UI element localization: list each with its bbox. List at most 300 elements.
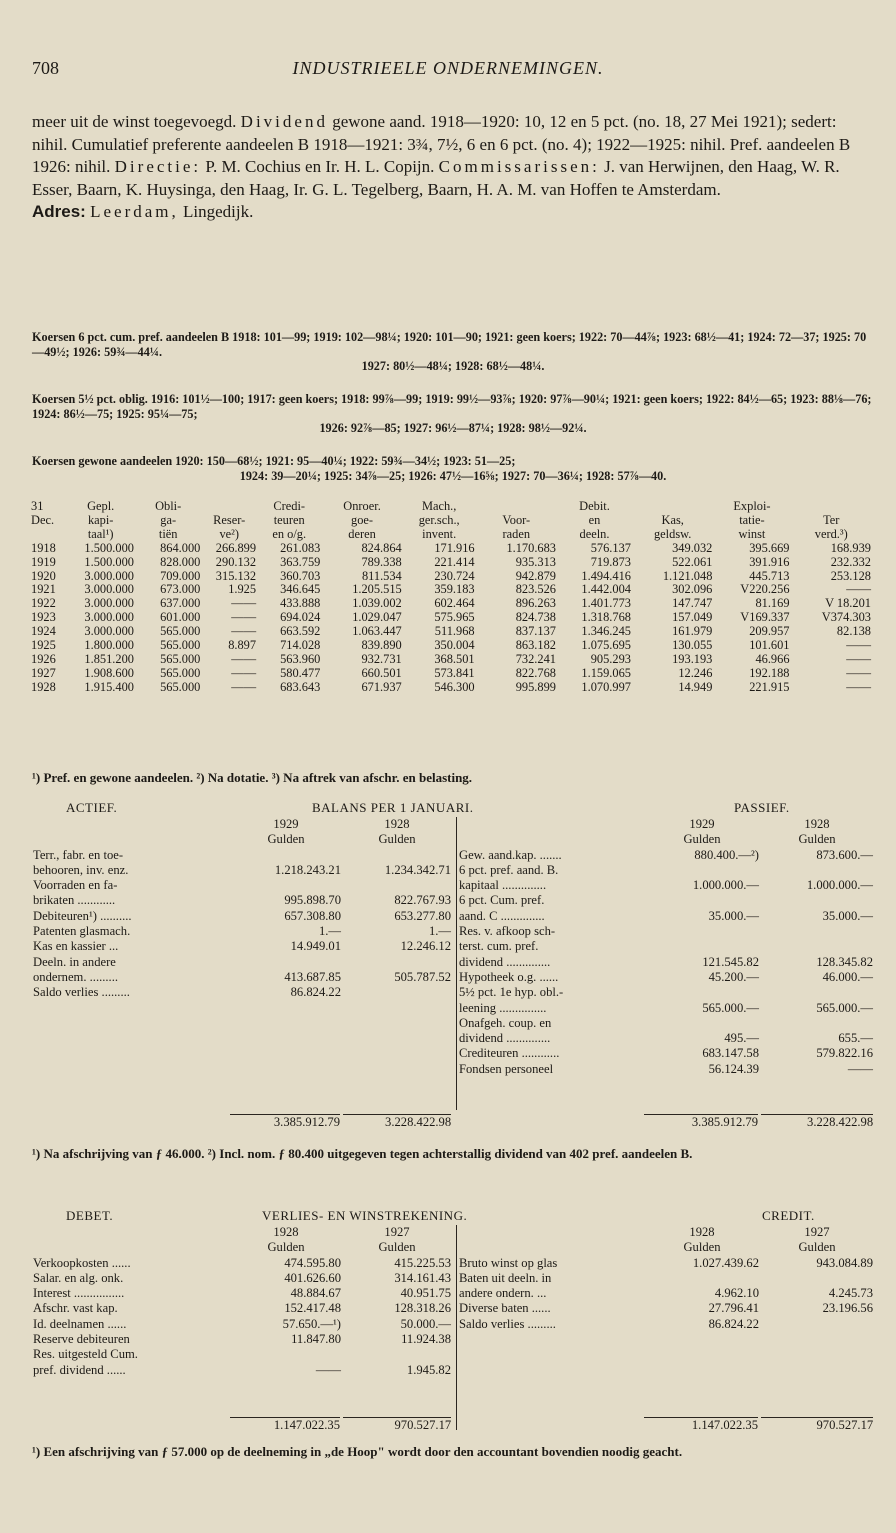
item-label: 6 pct. pref. aand. B.	[459, 862, 559, 877]
amount-cell: 12.246.12	[400, 939, 451, 954]
value-cell: 161.979	[672, 625, 713, 639]
year-cell: 1918	[31, 541, 56, 555]
actief-total-1929: 3.385.912.79	[230, 1114, 340, 1130]
ledger-row	[458, 1317, 874, 1332]
currency-header: Gulden	[378, 832, 416, 847]
ledger-row	[458, 1016, 874, 1031]
balance-footnote: ¹) Na afschrijving van ƒ 46.000. ²) Incl. nom. ƒ 80.400 uitgegeven tegen achterstallig dividend van 402 pref. aandeelen B.	[32, 1146, 693, 1161]
ledger-row	[458, 1062, 874, 1077]
item-label: dividend ..............	[459, 954, 551, 969]
value-cell: 157.049	[672, 611, 713, 625]
column-header: winst	[738, 527, 766, 541]
value-cell: 563.960	[280, 652, 321, 666]
amount-cell	[644, 939, 760, 954]
currency-header: Gulden	[683, 1240, 721, 1255]
passief-side	[458, 817, 874, 1077]
column-header: Exploi-	[733, 500, 771, 513]
item-label: Deeln. in andere	[33, 954, 116, 969]
spacer-cell	[32, 1240, 230, 1255]
amount-cell	[760, 1271, 874, 1286]
column-header: Debit.	[579, 500, 610, 513]
item-label: kapitaal ..............	[459, 878, 547, 893]
item-label: Gew. aand.kap. .......	[459, 847, 562, 862]
amount-cell: 415.225.53	[394, 1255, 451, 1270]
year-header-row	[32, 1225, 452, 1240]
value-cell: 3.000.000	[84, 611, 134, 625]
amount-cell: 48.884.67	[290, 1286, 341, 1301]
ledger-row	[32, 1256, 452, 1271]
amount-cell	[760, 863, 874, 878]
value-cell: 823.526	[515, 583, 556, 597]
company-description	[32, 111, 874, 224]
value-cell: ——	[231, 611, 257, 625]
profit-loss-account	[32, 1208, 874, 1440]
year-header-row	[32, 817, 452, 832]
ledger-row	[458, 909, 874, 924]
ledger-row	[32, 878, 452, 893]
item-label: Saldo verlies .........	[459, 1316, 556, 1331]
value-cell: 824.738	[515, 611, 556, 625]
value-cell: 576.137	[590, 541, 631, 555]
actief-total-1928: 3.228.422.98	[343, 1114, 451, 1130]
value-cell: 3.000.000	[84, 569, 134, 583]
spacer-cell	[32, 817, 230, 832]
item-label: Diverse baten ......	[459, 1301, 551, 1316]
amount-cell: 56.124.39	[708, 1061, 759, 1076]
amount-cell: 880.400.—²)	[694, 847, 759, 862]
amount-cell: 683.147.58	[702, 1046, 759, 1061]
year-header-row	[458, 817, 874, 832]
ledger-row	[458, 955, 874, 970]
item-label: Saldo verlies .........	[33, 985, 130, 1000]
column-header: Gepl.	[87, 500, 115, 513]
value-cell: ——	[231, 625, 257, 639]
value-cell: 360.703	[280, 569, 321, 583]
table-row	[30, 583, 872, 597]
amount-cell: 14.949.01	[290, 939, 341, 954]
currency-header-row	[458, 1240, 874, 1255]
year-cell: 1925	[31, 639, 56, 653]
ledger-row	[32, 939, 452, 954]
value-cell: 1.851.200	[84, 652, 134, 666]
table-header-row	[30, 528, 872, 542]
value-cell: V 18.201	[825, 597, 871, 611]
column-header: Voor-	[502, 513, 531, 527]
passief-totals	[644, 1114, 874, 1130]
koersen-oblig-cont: 1926: 92⅞—85; 1927: 96½—87¼; 1928: 98½—92¼.	[319, 421, 587, 435]
ledger-row	[32, 1271, 452, 1286]
value-cell: 12.246	[678, 666, 713, 680]
value-cell: 1.121.048	[662, 569, 713, 583]
koersen-oblig	[32, 392, 874, 436]
amount-cell: 565.000.—	[816, 1000, 873, 1015]
page-number: 708	[32, 58, 59, 78]
amount-cell	[644, 1271, 760, 1286]
amount-cell: 50.000.—	[400, 1316, 451, 1331]
currency-header: Gulden	[798, 832, 836, 847]
spacer-cell	[458, 1225, 644, 1240]
column-header: Onroer.	[343, 500, 381, 513]
year-cell: 1923	[31, 611, 56, 625]
amount-cell	[230, 848, 342, 863]
amount-cell	[230, 955, 342, 970]
ledger-row	[458, 1271, 874, 1286]
page-header	[28, 58, 868, 84]
ledger-row	[32, 1332, 452, 1347]
amount-cell: 1.945.82	[406, 1362, 451, 1377]
value-cell: 602.464	[434, 597, 475, 611]
value-cell: 714.028	[280, 639, 321, 653]
koersen-gewone	[32, 454, 874, 483]
value-cell: 811.534	[361, 569, 402, 583]
spacer-cell	[458, 1240, 644, 1255]
value-cell: 1.908.600	[84, 666, 134, 680]
financial-history-table	[30, 500, 872, 695]
ledger-row	[458, 1031, 874, 1046]
year-header: 1929	[273, 817, 299, 831]
value-cell: 522.061	[672, 555, 713, 569]
amount-cell	[760, 893, 874, 908]
currency-header-row	[32, 1240, 452, 1255]
pl-footnote: ¹) Een afschrijving van ƒ 57.000 op de deelneming in „de Hoop" wordt door den accountant bovendien noodig geacht.	[32, 1444, 683, 1459]
amount-cell	[342, 1347, 452, 1362]
amount-cell: 505.787.52	[394, 969, 451, 984]
value-cell: 1.500.000	[84, 555, 134, 569]
item-label: dividend ..............	[459, 1031, 551, 1046]
ledger-row	[458, 878, 874, 893]
ledger-row	[32, 1317, 452, 1332]
ledger-row	[32, 863, 452, 878]
item-label: Verkoopkosten ......	[33, 1255, 131, 1270]
year-cell: 1927	[31, 666, 56, 680]
balance-sheet	[32, 800, 874, 1130]
year-cell: 1924	[31, 625, 56, 639]
column-header: tiën	[158, 527, 178, 541]
value-cell: 935.313	[515, 555, 556, 569]
amount-cell: 86.824.22	[290, 985, 341, 1000]
actief-totals	[230, 1114, 452, 1130]
amount-cell: 943.084.89	[816, 1255, 873, 1270]
item-label: Bruto winst op glas	[459, 1255, 558, 1270]
currency-header: Gulden	[798, 1240, 836, 1255]
currency-header-row	[458, 832, 874, 847]
ledger-row	[32, 955, 452, 970]
value-cell: ——	[846, 666, 871, 680]
value-cell: 1.925	[228, 583, 257, 597]
value-cell: 565.000	[160, 639, 201, 653]
column-header: taal¹)	[87, 527, 114, 541]
value-cell: 221.915	[749, 680, 790, 694]
value-cell: 683.643	[280, 680, 321, 694]
value-cell: 8.897	[228, 639, 257, 653]
amount-cell: 40.951.75	[400, 1286, 451, 1301]
year-header: 1928	[273, 1225, 299, 1239]
actief-side	[32, 817, 452, 1001]
item-label: Debiteuren¹) ..........	[33, 908, 132, 923]
table-row	[30, 625, 872, 639]
intro-line: meer uit de winst toegevoegd.	[32, 112, 237, 131]
passief-table	[458, 817, 874, 1077]
value-cell: 46.966	[755, 652, 790, 666]
balance-title: BALANS PER 1 JANUARI.	[312, 800, 474, 815]
item-label: Kas en kassier ...	[33, 939, 119, 954]
amount-cell: 1.—	[428, 924, 451, 939]
column-header	[476, 500, 557, 514]
value-cell: 824.864	[361, 541, 402, 555]
ledger-row	[32, 985, 452, 1000]
column-header: en	[588, 513, 601, 527]
debet-total-1927: 970.527.17	[343, 1417, 451, 1433]
value-cell: 601.000	[160, 611, 201, 625]
value-cell: 1.039.002	[352, 597, 402, 611]
amount-cell: 1.000.000.—	[806, 878, 873, 893]
actief-table	[32, 817, 452, 1001]
spacer-cell	[458, 817, 644, 832]
commissarissen-label: Commissarissen:	[438, 157, 600, 176]
debet-side	[32, 1225, 452, 1378]
year-header: 1927	[804, 1225, 830, 1239]
amount-cell: 35.000.—	[708, 908, 759, 923]
item-label: Terr., fabr. en toe-	[33, 847, 124, 862]
value-cell: 82.138	[836, 625, 871, 639]
passief-total-1929: 3.385.912.79	[644, 1114, 758, 1130]
year-cell: 1920	[31, 569, 56, 583]
value-cell: V169.337	[740, 611, 790, 625]
column-header	[632, 500, 713, 514]
item-label: 6 pct. Cum. pref.	[459, 893, 545, 908]
value-cell: 192.188	[749, 666, 790, 680]
column-header	[791, 500, 872, 514]
ledger-row	[32, 1286, 452, 1301]
amount-cell: 128.345.82	[816, 954, 873, 969]
item-label: aand. C ..............	[459, 908, 545, 923]
value-cell: 346.645	[280, 583, 321, 597]
value-cell: 663.592	[280, 625, 321, 639]
item-label: Id. deelnamen ......	[33, 1316, 127, 1331]
value-cell: 709.000	[160, 569, 201, 583]
value-cell: ——	[231, 666, 257, 680]
item-label: Reserve debiteuren	[33, 1332, 130, 1347]
column-header: deeln.	[579, 527, 610, 541]
amount-cell: 474.595.80	[284, 1255, 341, 1270]
value-cell: 1.401.773	[581, 597, 631, 611]
item-label: 5½ pct. 1e hyp. obl.-	[459, 985, 564, 1000]
column-header	[201, 500, 257, 514]
currency-header-row	[32, 832, 452, 847]
item-label: ondernem. .........	[33, 969, 118, 984]
value-cell: ——	[231, 680, 257, 694]
amount-cell: 657.308.80	[284, 908, 341, 923]
ledger-row	[458, 1301, 874, 1316]
year-header: 1927	[384, 1225, 410, 1239]
amount-cell: 579.822.16	[816, 1046, 873, 1061]
column-divider	[456, 817, 457, 1110]
amount-cell	[644, 863, 760, 878]
amount-cell: 1.—	[318, 924, 341, 939]
value-cell: 1.029.047	[352, 611, 402, 625]
spacer-cell	[32, 832, 230, 847]
ledger-row	[458, 893, 874, 908]
amount-cell: 45.200.—	[708, 969, 759, 984]
value-cell: ——	[846, 639, 871, 653]
value-cell: 1.159.065	[581, 666, 631, 680]
koersen-gewone-cont: 1924: 39—20¼; 1925: 34⅞—25; 1926: 47½—16⅝; 1927: 70—36¼; 1928: 57⅞—40.	[239, 468, 667, 483]
amount-cell: 1.234.342.71	[384, 862, 451, 877]
value-cell: 1.318.768	[581, 611, 631, 625]
koersen-pref	[32, 330, 874, 374]
amount-cell: 23.196.56	[822, 1301, 873, 1316]
value-cell: 302.096	[672, 583, 713, 597]
amount-cell: 11.924.38	[401, 1332, 451, 1347]
value-cell: 511.968	[434, 625, 475, 639]
amount-cell	[644, 985, 760, 1000]
value-cell: 171.916	[434, 541, 475, 555]
value-cell: 1.170.683	[506, 541, 556, 555]
amount-cell: 653.277.80	[394, 908, 451, 923]
year-cell: 1922	[31, 597, 56, 611]
debet-table	[32, 1225, 452, 1378]
amount-cell	[230, 878, 342, 893]
column-header: ga-	[160, 513, 177, 527]
value-cell: 221.414	[434, 555, 475, 569]
currency-header: Gulden	[267, 832, 305, 847]
value-cell: 1.205.515	[352, 583, 402, 597]
ledger-row	[32, 970, 452, 985]
column-header: deren	[348, 527, 376, 541]
amount-cell	[644, 1016, 760, 1031]
value-cell: 363.759	[280, 555, 321, 569]
spacer-cell	[458, 832, 644, 847]
column-header: geldsw.	[653, 527, 692, 541]
year-cell: 1919	[31, 555, 56, 569]
koersen-pref-cont: 1927: 80½—48¼; 1928: 68½—48¼.	[361, 359, 545, 373]
ledger-row	[32, 924, 452, 939]
table-header-row	[30, 514, 872, 528]
column-header: raden	[502, 527, 531, 541]
amount-cell: 57.650.—¹)	[282, 1316, 341, 1331]
value-cell: 732.241	[515, 652, 556, 666]
pl-title: VERLIES- EN WINSTREKENING.	[262, 1208, 468, 1223]
value-cell: 391.916	[749, 555, 790, 569]
value-cell: 719.873	[590, 555, 631, 569]
column-header: Kas,	[661, 513, 684, 527]
koersen-pref-text: Koersen 6 pct. cum. pref. aandeelen B 1918: 101—99; 1919: 102—98¼; 1920: 101—90; 1921: geen koers; 1922: 70—44⅞; 1923: 68½—41; 1924: 72—37; 1925: 70—49½; 1926: 59¾—44¼.	[32, 330, 867, 359]
item-label: behooren, inv. enz.	[33, 862, 129, 877]
value-cell: ——	[231, 597, 257, 611]
credit-total-1927: 970.527.17	[761, 1417, 873, 1433]
credit-total-1928: 1.147.022.35	[644, 1417, 758, 1433]
koersen-gewone-text: Koersen gewone aandeelen 1920: 150—68½; 1921: 95—40¼; 1922: 59¾—34½; 1923: 51—25;	[32, 454, 516, 468]
amount-cell	[644, 893, 760, 908]
value-cell: 837.137	[515, 625, 556, 639]
item-label: Patenten glasmach.	[33, 924, 131, 939]
value-cell: 905.293	[590, 652, 631, 666]
item-label: leening ...............	[459, 1000, 547, 1015]
ledger-row	[32, 909, 452, 924]
year-cell: 1921	[31, 583, 56, 597]
amount-cell	[342, 985, 452, 1000]
year-header: 1929	[689, 817, 715, 831]
table-row	[30, 639, 872, 653]
adres-label: Adres:	[32, 202, 86, 221]
value-cell: 673.000	[160, 583, 201, 597]
ledger-row	[32, 893, 452, 908]
table-row	[30, 542, 872, 556]
credit-title: CREDIT.	[762, 1208, 815, 1223]
ledger-row	[32, 848, 452, 863]
commissarissen-text: J. van Herwijnen, den Haag, W. R. Esser, Baarn, K. Huysinga, den Haag, Ir. G. L. Tegelberg, Baarn, H. A. M. van Hoffen te Amsterdam.	[32, 157, 840, 199]
amount-cell: 35.000.—	[822, 908, 873, 923]
table-footnote: ¹) Pref. en gewone aandeelen. ²) Na dotatie. ³) Na aftrek van afschr. en belasting.	[32, 770, 473, 785]
value-cell: 822.768	[515, 666, 556, 680]
item-label: Res. uitgesteld Cum.	[33, 1347, 138, 1362]
table-row	[30, 611, 872, 625]
value-cell: 565.000	[160, 680, 201, 694]
ledger-row	[32, 1363, 452, 1378]
value-cell: 942.879	[515, 569, 556, 583]
value-cell: 368.501	[434, 652, 475, 666]
koersen-oblig-text: Koersen 5½ pct. oblig. 1916: 101½—100; 1917: geen koers; 1918: 99⅞—99; 1919: 99½—93⅞; 1920: 97⅞—90¼; 1921: geen koers; 1922: 84½—65; 1923: 88⅛—76; 1924: 86½—75; 1925: 95¼—75;	[32, 392, 872, 421]
item-label: andere ondern. ...	[459, 1286, 547, 1301]
ledger-row	[458, 863, 874, 878]
ledger-row	[32, 1347, 452, 1362]
column-header: verd.³)	[814, 527, 848, 541]
year-cell: 1928	[31, 680, 56, 694]
value-cell: 1.070.997	[581, 680, 631, 694]
value-cell: 3.000.000	[84, 625, 134, 639]
item-label: Crediteuren ............	[459, 1046, 560, 1061]
value-cell: 101.601	[749, 639, 790, 653]
actief-title: ACTIEF.	[66, 800, 118, 815]
value-cell: 575.965	[434, 611, 475, 625]
amount-cell	[760, 939, 874, 954]
debet-totals	[230, 1417, 452, 1433]
table-row	[30, 570, 872, 584]
column-header: Reser-	[213, 513, 246, 527]
amount-cell: 128.318.26	[394, 1301, 451, 1316]
value-cell: 896.263	[515, 597, 556, 611]
value-cell: 546.300	[434, 680, 475, 694]
value-cell: 130.055	[672, 639, 713, 653]
item-label: brikaten ............	[33, 893, 116, 908]
value-cell: ——	[846, 680, 871, 694]
amount-cell	[342, 955, 452, 970]
amount-cell: 4.962.10	[714, 1286, 759, 1301]
value-cell: 1.500.000	[84, 541, 134, 555]
amount-cell	[760, 924, 874, 939]
value-cell: 580.477	[280, 666, 321, 680]
ledger-row	[32, 1301, 452, 1316]
directie-label: Directie:	[114, 157, 202, 176]
column-header: Ter	[823, 513, 840, 527]
value-cell: 789.338	[361, 555, 402, 569]
item-label: Res. v. afkoop sch-	[459, 924, 556, 939]
column-header: invent.	[422, 527, 457, 541]
value-cell: 995.899	[515, 680, 556, 694]
column-header: tatie-	[739, 513, 765, 527]
adres-place: Leerdam,	[90, 202, 179, 221]
value-cell: 1.346.245	[581, 625, 631, 639]
value-cell: 828.000	[160, 555, 201, 569]
column-header: teuren	[273, 513, 305, 527]
column-header: kapi-	[87, 513, 114, 527]
table-row	[30, 597, 872, 611]
ledger-row	[458, 1046, 874, 1061]
column-header: Credi-	[273, 500, 306, 513]
value-cell: 1.075.695	[581, 639, 631, 653]
value-cell: 261.083	[280, 541, 321, 555]
item-label: Baten uit deeln. in	[459, 1270, 552, 1285]
